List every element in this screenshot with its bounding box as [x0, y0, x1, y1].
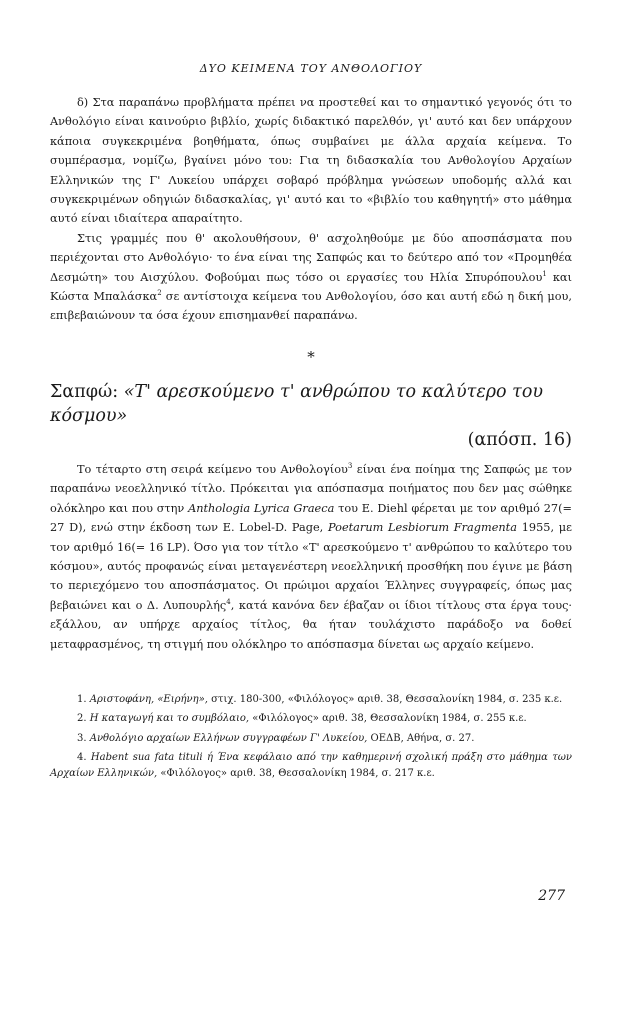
- section-separator: *: [307, 347, 315, 366]
- footnote-ref-4: 4: [226, 597, 231, 606]
- para3-text-e: , κατά κανόνα δεν έβαζαν οι ίδιοι τίτλους στα έργα τους· εξάλλου, αν υπήρχε αρχαίος τίτλος, θα ήταν τουλάχιστο παράδοξο να δοθεί μεταφρασμένος, τη στιγμή που ολόκληρο το απόσπασμα δίνεται ως αρχαίο κείμενο.: [50, 598, 572, 651]
- title-poetarum: Poetarum Lesbiorum Fragmenta: [328, 521, 517, 535]
- footnote-title: Habent sua fata tituli ή Ένα κεφάλαιο από την καθημερινή σχολική πράξη στο μάθημα των Αρχαίων Ελληνικών,: [50, 752, 572, 779]
- para3-text-d: 1955, με τον αριθμό 16(= 16 LP). Όσο για τον τίτλο «Τ' αρεσκούμενο τ' ανθρώπου το καλύτερο του κόσμου», αυτός προφανώς είναι μεταγενέστερη νεοελληνική προσθήκη που έγινε με βάση το περιεχόμενο του αποσπάσματος. Οι πρώιμοι αρχαίοι Έλληνες συγγραφείς, όπως μας βεβαιώνει και ο Δ. Λυπουρλής: [50, 521, 572, 612]
- section-title-quote: «Τ' αρεσκούμενο τ' ανθρώπου το καλύτερο του κόσμου»: [50, 381, 543, 426]
- para2-text-a: Στις γραμμές που θ' ακολουθήσουν, θ' ασχοληθούμε με δύο αποσπάσματα που περιέχονται στο Ανθολόγιο· το ένα είναι της Σαπφώς και το δεύτερο από τον «Προμηθέα Δεσμώτη» του Αισχύλου. Φοβούμαι πως τόσο οι εργασίες του Ηλία Σπυρόπουλου: [50, 231, 572, 284]
- footnote-1: [50, 692, 572, 708]
- footnote-source: ΟΕΔΒ, Αθήνα, σ. 27.: [367, 732, 475, 744]
- paragraph-d: δ) Στα παραπάνω προβλήματα πρέπει να προστεθεί και το σημαντικό γεγονός ότι το Ανθολόγιο είναι καινούριο βιβλίο, χωρίς διδακτικό παρελθόν, γι' αυτό και δεν υπάρχουν κάποια συγκεκριμένα βοηθήματα, όπως συμβαίνει με άλλα αρχαία κείμενα. Το συμπέρασμα, νομίζω, βγαίνει μόνο του: Για τη διδασκαλία του Ανθολογίου Αρχαίων Ελληνικών της Γ' Λυκείου υπάρχει σοβαρό πρόβλημα γνώσεων υποδομής αλλά και συγκεκριμένων οδηγιών διδασκαλίας, γι' αυτό και το «βιβλίο του καθηγητή» στο μάθημα αυτό είναι ιδιαίτερα απαραίτητο.: [50, 96, 572, 226]
- footnote-2: [50, 711, 572, 727]
- para3-text-a: Το τέταρτο στη σειρά κείμενο του Ανθολογίου: [77, 462, 348, 476]
- footnote-source: «Φιλόλογος» αριθ. 38, Θεσσαλονίκη 1984, σ. 217 κ.ε.: [157, 767, 435, 779]
- footnote-number: 3.: [77, 732, 87, 744]
- footnotes: [50, 692, 572, 782]
- section-title-author: Σαπφώ:: [50, 381, 124, 402]
- paragraph-sappho: [50, 460, 572, 654]
- footnote-ref-1: 1: [542, 269, 547, 278]
- footnote-title: Η καταγωγή και το συμβόλαιο,: [89, 713, 250, 725]
- footnote-title: Ανθολόγιο αρχαίων Ελλήνων συγγραφέων Γ' Λυκείου,: [89, 732, 368, 744]
- footnote-source: «Φιλόλογος» αριθ. 38, Θεσσαλονίκη 1984, σ. 255 κ.ε.: [249, 713, 527, 725]
- running-head: ΔΥΟ ΚΕΙΜΕΝΑ ΤΟΥ ΑΝΘΟΛΟΓΙΟΥ: [199, 62, 423, 75]
- footnote-4: [50, 750, 572, 781]
- footnote-number: 1.: [77, 693, 87, 705]
- footnote-ref-2: 2: [157, 289, 162, 298]
- paragraph-intro: [50, 229, 572, 326]
- para2-text-b: και Κώστα Μπαλάσκα: [50, 270, 572, 304]
- footnote-number: 4.: [77, 752, 87, 764]
- para3-text-b: είναι ένα ποίημα της Σαπφώς με τον παραπάνω νεοελληνικό τίτλο. Πρόκειται για απόσπασμα ποιήματος που δεν μας σώθηκε ολόκληρο και που στην: [50, 462, 572, 515]
- footnote-number: 2.: [77, 713, 87, 725]
- title-anthologia: Anthologia Lyrica Graeca: [188, 501, 335, 515]
- footnote-3: [50, 731, 572, 747]
- page-body: [50, 62, 572, 785]
- footnote-source: στιχ. 180-300, «Φιλόλογος» αριθ. 38, Θεσσαλονίκη 1984, σ. 235 κ.ε.: [207, 693, 563, 705]
- para3-text-c: του E. Diehl φέρεται με τον αριθμό 27(= 27 D), ενώ στην έκδοση των E. Lobel-D. Page,: [50, 501, 572, 535]
- page-number: 277: [538, 888, 565, 904]
- section-title: [50, 380, 572, 428]
- para2-text-c: σε αντίστοιχα κείμενα του Ανθολογίου, όσο και αυτή εδώ η δική μου, επιβεβαιώνουν τα όσα έχουν επισημανθεί παραπάνω.: [50, 290, 572, 323]
- footnote-ref-3: 3: [347, 462, 353, 471]
- section-subtitle: (απόσπ. 16): [467, 429, 572, 450]
- footnote-title: Αριστοφάνη, «Ειρήνη»,: [89, 693, 208, 705]
